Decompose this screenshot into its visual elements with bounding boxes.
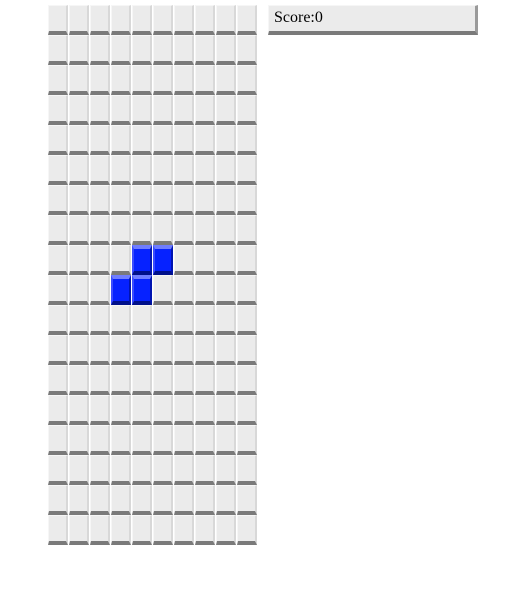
board-cell — [195, 395, 215, 425]
board-cell — [174, 425, 194, 455]
board-cell — [153, 125, 173, 155]
board-cell — [69, 485, 89, 515]
board-cell — [69, 185, 89, 215]
board-cell — [237, 425, 257, 455]
board-cell — [153, 515, 173, 545]
board-cell — [174, 125, 194, 155]
board-cell — [216, 425, 236, 455]
board-cell — [153, 395, 173, 425]
board-cell — [69, 305, 89, 335]
board-cell — [132, 5, 152, 35]
board-cell — [195, 95, 215, 125]
board-cell — [48, 485, 68, 515]
board-cell — [153, 305, 173, 335]
board-cell — [195, 215, 215, 245]
board-cell — [195, 65, 215, 95]
board-cell — [153, 335, 173, 365]
board-cell — [48, 335, 68, 365]
board-cell — [216, 335, 236, 365]
board-cell — [153, 215, 173, 245]
board-cell — [216, 125, 236, 155]
board-cell — [132, 185, 152, 215]
board-cell — [69, 65, 89, 95]
board-cell — [174, 65, 194, 95]
board-cell — [174, 365, 194, 395]
board-cell — [195, 335, 215, 365]
board-cell — [132, 155, 152, 185]
board-cell — [132, 395, 152, 425]
board-cell — [174, 95, 194, 125]
piece-block — [132, 245, 152, 275]
board-cell — [237, 365, 257, 395]
board-cell — [90, 485, 110, 515]
board-cell — [237, 485, 257, 515]
board-cell — [69, 335, 89, 365]
board-cell — [90, 155, 110, 185]
board-cell — [90, 335, 110, 365]
board-cell — [174, 35, 194, 65]
board-cell — [237, 395, 257, 425]
board-cell — [195, 485, 215, 515]
board-cell — [90, 455, 110, 485]
board-cell — [111, 95, 131, 125]
board-cell — [69, 245, 89, 275]
board-cell — [195, 425, 215, 455]
board-cell — [153, 5, 173, 35]
board-cell — [216, 455, 236, 485]
board-cell — [90, 395, 110, 425]
board-cell — [48, 155, 68, 185]
board-cell — [153, 65, 173, 95]
board-cell — [153, 275, 173, 305]
board-cell — [216, 305, 236, 335]
piece-block — [111, 275, 131, 305]
board-cell — [132, 305, 152, 335]
board-cell — [48, 365, 68, 395]
board-cell — [48, 275, 68, 305]
board-cell — [48, 245, 68, 275]
board-cell — [69, 215, 89, 245]
board-cell — [48, 125, 68, 155]
board-cell — [111, 455, 131, 485]
board-cell — [237, 65, 257, 95]
score-display — [268, 5, 478, 35]
board-cell — [174, 515, 194, 545]
board-cell — [195, 365, 215, 395]
board-cell — [216, 275, 236, 305]
board-cell — [132, 335, 152, 365]
board-cell — [132, 515, 152, 545]
board-cell — [216, 395, 236, 425]
board-cell — [174, 185, 194, 215]
score-label: Score: — [274, 9, 315, 26]
board-cell — [174, 275, 194, 305]
board-cell — [237, 335, 257, 365]
board-cell — [48, 65, 68, 95]
board-cell — [132, 455, 152, 485]
board-cell — [132, 215, 152, 245]
board-cell — [48, 185, 68, 215]
board-cell — [132, 365, 152, 395]
board-cell — [90, 275, 110, 305]
board-cell — [48, 5, 68, 35]
board-cell — [195, 455, 215, 485]
board-cell — [90, 305, 110, 335]
board-cell — [90, 95, 110, 125]
board-cell — [48, 215, 68, 245]
board-cell — [69, 95, 89, 125]
board-cell — [174, 305, 194, 335]
board-cell — [174, 215, 194, 245]
board-cell — [195, 35, 215, 65]
board-cell — [153, 365, 173, 395]
board-cell — [90, 215, 110, 245]
board-cell — [216, 65, 236, 95]
board-cell — [111, 155, 131, 185]
board-cell — [69, 155, 89, 185]
board-cell — [237, 215, 257, 245]
board-cell — [174, 395, 194, 425]
board-cell — [111, 125, 131, 155]
board-cell — [237, 155, 257, 185]
board-cell — [111, 395, 131, 425]
board-cell — [90, 515, 110, 545]
game-board[interactable] — [48, 5, 258, 545]
board-cell — [111, 485, 131, 515]
piece-block — [132, 275, 152, 305]
board-cell — [174, 155, 194, 185]
board-cell — [237, 95, 257, 125]
board-cell — [69, 35, 89, 65]
board-cell — [132, 65, 152, 95]
board-cell — [111, 245, 131, 275]
board-cell — [90, 245, 110, 275]
board-cell — [111, 5, 131, 35]
board-cell — [90, 365, 110, 395]
board-cell — [216, 95, 236, 125]
board-cell — [69, 515, 89, 545]
board-cell — [237, 305, 257, 335]
board-cell — [174, 455, 194, 485]
board-cell — [69, 425, 89, 455]
board-cell — [153, 425, 173, 455]
board-cell — [195, 305, 215, 335]
board-cell — [90, 185, 110, 215]
board-cell — [237, 455, 257, 485]
board-cell — [132, 95, 152, 125]
board-cell — [48, 515, 68, 545]
board-cell — [174, 5, 194, 35]
board-cell — [216, 35, 236, 65]
board-cell — [153, 35, 173, 65]
board-cell — [90, 5, 110, 35]
board-cell — [48, 305, 68, 335]
board-cell — [111, 35, 131, 65]
board-cell — [174, 245, 194, 275]
score-value: 0 — [314, 9, 323, 26]
board-cell — [174, 335, 194, 365]
board-cell — [132, 125, 152, 155]
board-cell — [237, 35, 257, 65]
board-cell — [216, 515, 236, 545]
board-cell — [111, 185, 131, 215]
board-cell — [174, 485, 194, 515]
board-cell — [111, 215, 131, 245]
board-cell — [90, 65, 110, 95]
board-cell — [216, 485, 236, 515]
board-cell — [153, 485, 173, 515]
board-cell — [153, 155, 173, 185]
board-cell — [111, 335, 131, 365]
board-cell — [111, 425, 131, 455]
board-cell — [237, 185, 257, 215]
board-cell — [48, 425, 68, 455]
board-cell — [111, 65, 131, 95]
board-cell — [111, 365, 131, 395]
board-cell — [237, 125, 257, 155]
board-cell — [111, 515, 131, 545]
board-cell — [69, 125, 89, 155]
board-cell — [216, 5, 236, 35]
board-cell — [195, 245, 215, 275]
board-cell — [195, 275, 215, 305]
board-cell — [237, 515, 257, 545]
board-cell — [195, 5, 215, 35]
board-cell — [111, 305, 131, 335]
board-cell — [216, 185, 236, 215]
board-cell — [69, 5, 89, 35]
board-cell — [195, 515, 215, 545]
board-cell — [69, 275, 89, 305]
board-cell — [195, 125, 215, 155]
board-cell — [216, 155, 236, 185]
piece-block — [153, 245, 173, 275]
board-cell — [132, 425, 152, 455]
board-cell — [237, 275, 257, 305]
board-cell — [153, 95, 173, 125]
board-cell — [216, 365, 236, 395]
board-cell — [48, 395, 68, 425]
board-cell — [69, 395, 89, 425]
board-cell — [216, 215, 236, 245]
board-cell — [48, 35, 68, 65]
board-cell — [237, 5, 257, 35]
board-cell — [90, 35, 110, 65]
board-cell — [48, 95, 68, 125]
board-cell — [195, 155, 215, 185]
board-cell — [48, 455, 68, 485]
board-cell — [132, 35, 152, 65]
board-cell — [90, 125, 110, 155]
board-cell — [216, 245, 236, 275]
board-cell — [195, 185, 215, 215]
board-cell — [69, 365, 89, 395]
board-cell — [153, 185, 173, 215]
board-cell — [153, 455, 173, 485]
board-cell — [132, 485, 152, 515]
board-cell — [90, 425, 110, 455]
board-cell — [237, 245, 257, 275]
board-cell — [69, 455, 89, 485]
